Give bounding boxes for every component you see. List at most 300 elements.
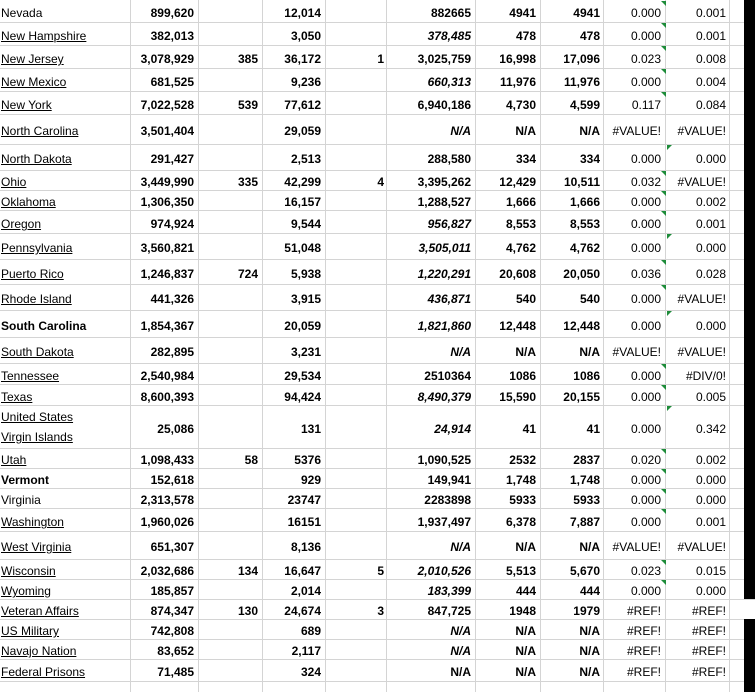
jurisdiction-name: Oklahoma (1, 195, 56, 209)
value-cell-c8[interactable]: 0.000 (630, 241, 661, 255)
jurisdiction-name-cell[interactable] (1, 564, 129, 578)
value-cell-c5[interactable]: 1,821,860 (417, 319, 471, 333)
value-cell-c5[interactable]: 2283898 (424, 493, 471, 507)
value-cell-c5[interactable]: 3,505,011 (418, 241, 471, 255)
value-cell-c1[interactable]: 651,307 (150, 540, 194, 554)
value-cell-c3[interactable]: 51,048 (284, 241, 321, 255)
value-cell-c2[interactable]: 385 (237, 52, 258, 66)
value-cell-c7[interactable]: 11,976 (563, 75, 600, 89)
value-cell-c7[interactable]: 10,511 (563, 175, 600, 189)
value-cell-c6[interactable]: 1086 (509, 369, 536, 383)
error-indicator-icon[interactable] (661, 560, 666, 565)
value-cell-c7[interactable]: 12,448 (563, 319, 600, 333)
row-gridline (0, 45, 755, 46)
error-indicator-icon[interactable] (661, 69, 666, 74)
error-indicator-icon[interactable] (661, 191, 666, 196)
row-gridline (0, 310, 755, 311)
value-cell-c6[interactable]: N/A (515, 345, 536, 359)
value-cell-c3[interactable]: 16,647 (284, 564, 321, 578)
value-cell-c2[interactable]: 58 (244, 453, 258, 467)
value-cell-c8[interactable]: #VALUE! (612, 345, 661, 359)
value-cell-c5[interactable]: N/A (450, 124, 471, 138)
value-cell-c6[interactable]: 11,976 (499, 75, 536, 89)
value-cell-c8[interactable]: 0.000 (630, 152, 661, 166)
error-indicator-icon[interactable] (661, 92, 666, 97)
value-cell-c5[interactable]: 1,220,291 (417, 267, 471, 281)
value-cell-c6[interactable]: 1,748 (505, 473, 536, 487)
value-cell-c1[interactable]: 3,449,990 (140, 175, 194, 189)
error-indicator-icon[interactable] (661, 509, 666, 514)
jurisdiction-name-cell[interactable] (1, 665, 129, 679)
row-gridline (0, 363, 755, 364)
value-cell-c1[interactable]: 1,854,367 (140, 319, 194, 333)
value-cell-c6[interactable]: 4,762 (505, 241, 536, 255)
row-gridline (0, 681, 755, 682)
jurisdiction-name-cell[interactable] (1, 644, 129, 658)
value-cell-c8[interactable]: 0.000 (630, 29, 661, 43)
value-cell-c1[interactable]: 441,326 (150, 292, 194, 306)
value-cell-c7[interactable]: N/A (579, 345, 600, 359)
value-cell-c5[interactable]: 3,395,262 (417, 175, 471, 189)
value-cell-c1[interactable]: 8,600,393 (140, 390, 194, 404)
value-cell-c7[interactable]: 334 (579, 152, 600, 166)
value-cell-c8[interactable]: 0.000 (630, 515, 661, 529)
jurisdiction-name-cell[interactable] (1, 292, 129, 306)
value-cell-c6[interactable]: 12,448 (499, 319, 536, 333)
value-cell-c9[interactable]: 0.001 (695, 515, 726, 529)
value-cell-c6[interactable]: 1948 (509, 604, 536, 618)
value-cell-c7[interactable]: 20,050 (563, 267, 600, 281)
value-cell-c1[interactable]: 2,032,686 (140, 564, 194, 578)
value-cell-c9[interactable]: 0.001 (695, 217, 726, 231)
value-cell-c3[interactable]: 29,534 (284, 369, 321, 383)
value-cell-c1[interactable]: 1,098,433 (140, 453, 194, 467)
value-cell-c3[interactable]: 689 (300, 624, 321, 638)
row-gridline (0, 210, 755, 211)
value-cell-c8[interactable]: 0.020 (630, 453, 661, 467)
value-cell-c7[interactable]: 1,748 (569, 473, 600, 487)
value-cell-c3[interactable]: 23747 (287, 493, 321, 507)
value-cell-c9[interactable]: 0.015 (695, 564, 726, 578)
jurisdiction-name-cell[interactable] (1, 345, 129, 359)
value-cell-c9[interactable]: 0.000 (695, 241, 726, 255)
value-cell-c7[interactable]: N/A (579, 644, 600, 658)
value-cell-c7[interactable]: 1979 (573, 604, 600, 618)
error-indicator-icon[interactable] (661, 1, 666, 6)
value-cell-c9[interactable]: 0.005 (695, 390, 726, 404)
value-cell-c7[interactable]: N/A (579, 540, 600, 554)
value-cell-c5[interactable]: N/A (450, 644, 471, 658)
value-cell-c1[interactable]: 382,013 (150, 29, 194, 43)
value-cell-c5[interactable]: 882665 (430, 6, 471, 20)
value-cell-c9[interactable]: 0.000 (695, 473, 726, 487)
value-cell-c3[interactable]: 29,059 (284, 124, 321, 138)
jurisdiction-name-cell[interactable] (1, 319, 129, 333)
row-gridline (0, 619, 755, 620)
value-cell-c8[interactable]: 0.000 (630, 473, 661, 487)
value-cell-c3[interactable]: 9,236 (290, 75, 321, 89)
value-cell-c9[interactable]: 0.342 (695, 422, 726, 436)
error-indicator-icon[interactable] (661, 489, 666, 494)
jurisdiction-name-cell[interactable] (1, 540, 129, 554)
value-cell-c7[interactable]: 17,096 (563, 52, 600, 66)
value-cell-c9[interactable]: #REF! (691, 644, 726, 658)
value-cell-c8[interactable]: #REF! (626, 665, 661, 679)
error-indicator-icon[interactable] (661, 385, 666, 390)
value-cell-c7[interactable]: 8,553 (569, 217, 600, 231)
value-cell-c4[interactable]: 5 (377, 564, 384, 578)
jurisdiction-name-cell[interactable] (1, 52, 129, 66)
jurisdiction-name: North Carolina (1, 124, 79, 138)
value-cell-c3[interactable]: 929 (300, 473, 321, 487)
value-cell-c5[interactable]: 956,827 (427, 217, 471, 231)
value-cell-c8[interactable]: 0.032 (630, 175, 661, 189)
row-gridline (0, 599, 755, 600)
value-cell-c6[interactable]: N/A (515, 644, 536, 658)
value-cell-c5[interactable]: N/A (450, 540, 471, 554)
jurisdiction-name: Rhode Island (1, 292, 72, 306)
value-cell-c6[interactable]: 12,429 (499, 175, 536, 189)
value-cell-c8[interactable]: 0.000 (630, 6, 661, 20)
value-cell-c5[interactable]: 288,580 (427, 152, 471, 166)
value-cell-c1[interactable]: 742,808 (150, 624, 194, 638)
value-cell-c8[interactable]: #VALUE! (612, 540, 661, 554)
column-gridline (386, 0, 387, 692)
value-cell-c9[interactable]: #VALUE! (677, 124, 726, 138)
value-cell-c1[interactable]: 2,540,984 (140, 369, 194, 383)
value-cell-c8[interactable]: 0.000 (630, 75, 661, 89)
error-indicator-icon[interactable] (661, 469, 666, 474)
row-gridline (0, 559, 755, 560)
value-cell-c7[interactable]: 4,762 (569, 241, 600, 255)
jurisdiction-name-cell[interactable] (1, 217, 129, 231)
value-cell-c6[interactable]: 334 (515, 152, 536, 166)
value-cell-c5[interactable]: 1,288,527 (417, 195, 471, 209)
value-cell-c7[interactable]: 478 (579, 29, 600, 43)
value-cell-c6[interactable]: 6,378 (505, 515, 536, 529)
value-cell-c4[interactable]: 4 (377, 175, 384, 189)
value-cell-c8[interactable]: 0.000 (630, 422, 661, 436)
value-cell-c8[interactable]: 0.117 (631, 98, 661, 112)
value-cell-c3[interactable]: 77,612 (284, 98, 321, 112)
jurisdiction-name: West Virginia (1, 540, 72, 554)
jurisdiction-name-cell[interactable] (1, 453, 129, 467)
value-cell-c7[interactable]: 4941 (573, 6, 600, 20)
value-cell-c8[interactable]: #REF! (626, 644, 661, 658)
jurisdiction-name-cell[interactable] (1, 473, 129, 487)
value-cell-c3[interactable]: 36,172 (284, 52, 321, 66)
jurisdiction-name-cell[interactable] (1, 584, 129, 598)
row-gridline (0, 508, 755, 509)
error-indicator-icon[interactable] (661, 285, 666, 290)
jurisdiction-name-cell[interactable] (1, 195, 129, 209)
value-cell-c3[interactable]: 20,059 (284, 319, 321, 333)
value-cell-c9[interactable]: #VALUE! (677, 175, 726, 189)
value-cell-c6[interactable]: N/A (515, 124, 536, 138)
jurisdiction-name-cell[interactable] (1, 75, 129, 89)
value-cell-c5[interactable]: 847,725 (427, 604, 471, 618)
value-cell-c1[interactable]: 2,313,578 (140, 493, 194, 507)
row-gridline (0, 91, 755, 92)
value-cell-c3[interactable]: 8,136 (290, 540, 321, 554)
value-cell-c7[interactable]: 41 (586, 422, 600, 436)
value-cell-c5[interactable]: 3,025,759 (417, 52, 471, 66)
row-gridline (0, 144, 755, 145)
value-cell-c1[interactable]: 282,895 (150, 345, 194, 359)
jurisdiction-name: Ohio (1, 175, 27, 189)
value-cell-c3[interactable]: 16151 (287, 515, 321, 529)
value-cell-c4[interactable]: 3 (377, 604, 384, 618)
value-cell-c6[interactable]: 5933 (509, 493, 536, 507)
value-cell-c6[interactable]: 540 (515, 292, 536, 306)
value-cell-c3[interactable]: 3,915 (290, 292, 321, 306)
jurisdiction-name-cell[interactable] (1, 98, 129, 112)
row-gridline (0, 114, 755, 115)
value-cell-c3[interactable]: 5,938 (290, 267, 321, 281)
value-cell-c9[interactable]: 0.002 (695, 195, 726, 209)
value-cell-c3[interactable]: 94,424 (284, 390, 321, 404)
value-cell-c6[interactable]: N/A (515, 665, 536, 679)
row-gridline (0, 384, 755, 385)
value-cell-c6[interactable]: N/A (515, 624, 536, 638)
error-indicator-icon[interactable] (661, 364, 666, 369)
value-cell-c3[interactable]: 2,117 (291, 644, 321, 658)
value-cell-c9[interactable]: #REF! (691, 665, 726, 679)
value-cell-c5[interactable]: 378,485 (427, 29, 471, 43)
column-gridline (325, 0, 326, 692)
jurisdiction-name-cell[interactable] (1, 241, 129, 255)
value-cell-c6[interactable]: 8,553 (505, 217, 536, 231)
value-cell-c7[interactable]: 444 (579, 584, 600, 598)
value-cell-c1[interactable]: 3,078,929 (140, 52, 194, 66)
value-cell-c6[interactable]: 41 (522, 422, 536, 436)
error-indicator-icon[interactable] (661, 580, 666, 585)
value-cell-c1[interactable]: 83,652 (157, 644, 194, 658)
value-cell-c8[interactable]: 0.000 (630, 369, 661, 383)
value-cell-c9[interactable]: #VALUE! (677, 292, 726, 306)
error-indicator-icon[interactable] (661, 449, 666, 454)
value-cell-c7[interactable]: N/A (579, 624, 600, 638)
value-cell-c5[interactable]: N/A (450, 624, 471, 638)
jurisdiction-name: Puerto Rico (1, 267, 64, 281)
jurisdiction-name: Washington (1, 515, 64, 529)
value-cell-c3[interactable]: 131 (300, 422, 321, 436)
value-cell-c6[interactable]: 4941 (509, 6, 536, 20)
error-indicator-icon[interactable] (667, 406, 672, 411)
value-cell-c8[interactable]: #VALUE! (612, 124, 661, 138)
value-cell-c3[interactable]: 3,231 (290, 345, 321, 359)
jurisdiction-name: North Dakota (1, 152, 72, 166)
value-cell-c1[interactable]: 974,924 (150, 217, 194, 231)
value-cell-c3[interactable]: 2,513 (290, 152, 321, 166)
value-cell-c9[interactable]: #VALUE! (677, 345, 726, 359)
value-cell-c9[interactable]: 0.000 (695, 152, 726, 166)
value-cell-c7[interactable]: N/A (579, 665, 600, 679)
jurisdiction-name: Pennsylvania (1, 241, 73, 255)
value-cell-c8[interactable]: 0.023 (630, 564, 661, 578)
value-cell-c1[interactable]: 1,306,350 (140, 195, 194, 209)
row-gridline (0, 190, 755, 191)
value-cell-c2[interactable]: 724 (237, 267, 258, 281)
value-cell-c8[interactable]: 0.036 (630, 267, 661, 281)
value-cell-c5[interactable]: 149,941 (427, 473, 471, 487)
value-cell-c8[interactable]: 0.000 (630, 390, 661, 404)
error-indicator-icon[interactable] (661, 23, 666, 28)
value-cell-c1[interactable]: 681,525 (150, 75, 194, 89)
jurisdiction-name-cell[interactable] (1, 29, 129, 43)
value-cell-c2[interactable]: 130 (237, 604, 258, 618)
error-indicator-icon[interactable] (667, 311, 672, 316)
value-cell-c6[interactable]: 15,590 (499, 390, 536, 404)
value-cell-c1[interactable]: 291,427 (150, 152, 194, 166)
value-cell-c3[interactable]: 3,050 (290, 29, 321, 43)
value-cell-c8[interactable]: 0.000 (630, 217, 661, 231)
value-cell-c5[interactable]: 1,937,497 (417, 515, 471, 529)
value-cell-c9[interactable]: 0.000 (695, 493, 726, 507)
value-cell-c6[interactable]: 2532 (509, 453, 536, 467)
value-cell-c5[interactable]: 436,871 (427, 292, 471, 306)
value-cell-c1[interactable]: 3,501,404 (140, 124, 194, 138)
value-cell-c3[interactable]: 2,014 (290, 584, 321, 598)
jurisdiction-name-cell[interactable] (1, 515, 129, 529)
value-cell-c6[interactable]: N/A (515, 540, 536, 554)
value-cell-c1[interactable]: 25,086 (157, 422, 194, 436)
value-cell-c5[interactable]: 2510364 (424, 369, 471, 383)
value-cell-c6[interactable]: 20,608 (499, 267, 536, 281)
jurisdiction-name-cell[interactable] (1, 604, 129, 618)
value-cell-c6[interactable]: 16,998 (499, 52, 536, 66)
value-cell-c7[interactable]: 1,666 (569, 195, 600, 209)
value-cell-c1[interactable]: 874,347 (150, 604, 194, 618)
error-indicator-icon[interactable] (667, 145, 672, 150)
value-cell-c9[interactable]: 0.001 (695, 29, 726, 43)
value-cell-c1[interactable]: 899,620 (150, 6, 194, 20)
value-cell-c8[interactable]: 0.000 (630, 319, 661, 333)
value-cell-c7[interactable]: 5933 (573, 493, 600, 507)
value-cell-c9[interactable]: #VALUE! (677, 540, 726, 554)
value-cell-c7[interactable]: 1086 (573, 369, 600, 383)
value-cell-c5[interactable]: 2,010,526 (417, 564, 471, 578)
value-cell-c7[interactable]: 4,599 (569, 98, 600, 112)
jurisdiction-name: New Mexico (1, 75, 67, 89)
value-cell-c8[interactable]: 0.000 (630, 195, 661, 209)
value-cell-c8[interactable]: #REF! (626, 624, 661, 638)
value-cell-c3[interactable]: 9,544 (290, 217, 321, 231)
value-cell-c3[interactable]: 5376 (294, 453, 321, 467)
value-cell-c5[interactable]: 1,090,525 (417, 453, 471, 467)
value-cell-c3[interactable]: 12,014 (284, 6, 321, 20)
jurisdiction-name-cell[interactable] (1, 407, 129, 447)
value-cell-c3[interactable]: 16,157 (284, 195, 321, 209)
jurisdiction-name: Nevada (1, 6, 43, 20)
value-cell-c7[interactable]: 5,670 (569, 564, 600, 578)
jurisdiction-name-cell[interactable] (1, 624, 129, 638)
jurisdiction-name: Navajo Nation (1, 644, 77, 658)
value-cell-c2[interactable]: 539 (237, 98, 258, 112)
error-indicator-icon[interactable] (661, 46, 666, 51)
value-cell-c3[interactable]: 24,674 (284, 604, 321, 618)
value-cell-c6[interactable]: 444 (515, 584, 536, 598)
error-indicator-icon[interactable] (661, 171, 666, 176)
value-cell-c7[interactable]: 540 (579, 292, 600, 306)
value-cell-c9[interactable]: 0.084 (695, 98, 726, 112)
jurisdiction-name: South Dakota (1, 345, 74, 359)
jurisdiction-name-cell[interactable] (1, 124, 129, 138)
value-cell-c9[interactable]: #DIV/0! (685, 369, 726, 383)
value-cell-c1[interactable]: 1,960,026 (140, 515, 194, 529)
row-gridline (0, 259, 755, 260)
value-cell-c1[interactable]: 152,618 (150, 473, 194, 487)
selection-border (744, 0, 755, 599)
value-cell-c9[interactable]: 0.004 (695, 75, 726, 89)
value-cell-c7[interactable]: 2837 (573, 453, 600, 467)
value-cell-c3[interactable]: 324 (300, 665, 321, 679)
jurisdiction-name-cell[interactable] (1, 369, 129, 383)
value-cell-c5[interactable]: N/A (450, 345, 471, 359)
value-cell-c1[interactable]: 1,246,837 (140, 267, 194, 281)
row-gridline (0, 68, 755, 69)
value-cell-c8[interactable]: 0.000 (630, 292, 661, 306)
error-indicator-icon[interactable] (661, 260, 666, 265)
jurisdiction-name: Tennessee (1, 369, 60, 383)
value-cell-c7[interactable]: N/A (579, 124, 600, 138)
value-cell-c5[interactable]: N/A (450, 665, 471, 679)
value-cell-c6[interactable]: 4,730 (505, 98, 536, 112)
value-cell-c3[interactable]: 42,299 (284, 175, 321, 189)
jurisdiction-name-cell[interactable] (1, 175, 129, 189)
error-indicator-icon[interactable] (667, 234, 672, 239)
value-cell-c1[interactable]: 7,022,528 (140, 98, 194, 112)
row-gridline (0, 531, 755, 532)
jurisdiction-name: Vermont (1, 473, 50, 487)
value-cell-c9[interactable]: 0.001 (695, 6, 726, 20)
value-cell-c8[interactable]: #REF! (626, 604, 661, 618)
value-cell-c9[interactable]: 0.002 (695, 453, 726, 467)
value-cell-c8[interactable]: 0.000 (630, 493, 661, 507)
value-cell-c5[interactable]: 8,490,379 (417, 390, 471, 404)
value-cell-c9[interactable]: 0.008 (695, 52, 726, 66)
value-cell-c5[interactable]: 24,914 (434, 422, 471, 436)
value-cell-c8[interactable]: 0.023 (630, 52, 661, 66)
value-cell-c5[interactable]: 183,399 (427, 584, 471, 598)
value-cell-c2[interactable]: 134 (237, 564, 258, 578)
value-cell-c7[interactable]: 7,887 (569, 515, 600, 529)
jurisdiction-name-cell[interactable] (1, 390, 129, 404)
value-cell-c4[interactable]: 1 (377, 52, 384, 66)
value-cell-c1[interactable]: 185,857 (150, 584, 194, 598)
error-indicator-icon[interactable] (661, 211, 666, 216)
value-cell-c9[interactable]: 0.000 (695, 319, 726, 333)
jurisdiction-name-cell[interactable] (1, 152, 129, 166)
value-cell-c5[interactable]: 6,940,186 (417, 98, 471, 112)
value-cell-c9[interactable]: #REF! (691, 624, 726, 638)
value-cell-c7[interactable]: 20,155 (563, 390, 600, 404)
value-cell-c1[interactable]: 71,485 (157, 665, 194, 679)
value-cell-c1[interactable]: 3,560,821 (140, 241, 194, 255)
value-cell-c8[interactable]: 0.000 (630, 584, 661, 598)
value-cell-c6[interactable]: 478 (515, 29, 536, 43)
value-cell-c9[interactable]: #REF! (691, 604, 726, 618)
value-cell-c2[interactable]: 335 (237, 175, 258, 189)
value-cell-c6[interactable]: 1,666 (505, 195, 536, 209)
jurisdiction-name-cell[interactable] (1, 493, 129, 507)
jurisdiction-name-cell[interactable] (1, 6, 129, 20)
value-cell-c9[interactable]: 0.028 (695, 267, 726, 281)
value-cell-c6[interactable]: 5,513 (505, 564, 536, 578)
value-cell-c5[interactable]: 660,313 (427, 75, 471, 89)
jurisdiction-name-cell[interactable] (1, 267, 129, 281)
value-cell-c9[interactable]: 0.000 (695, 584, 726, 598)
